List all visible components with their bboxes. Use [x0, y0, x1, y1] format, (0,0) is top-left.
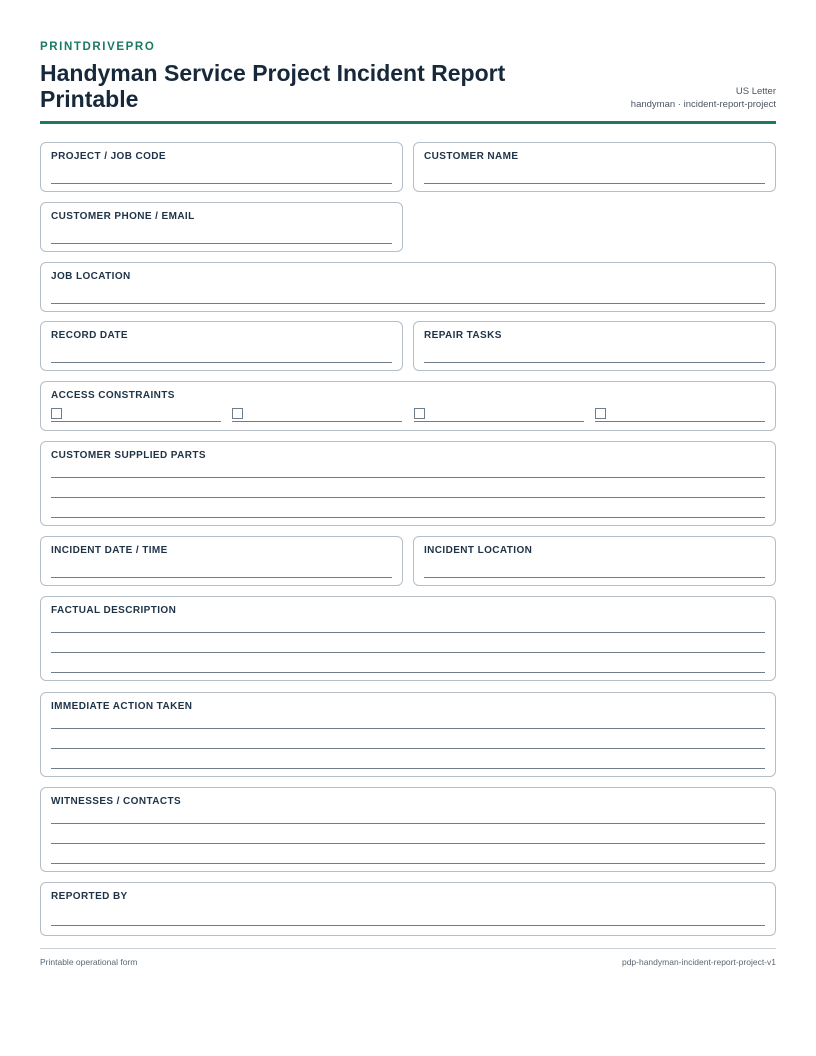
field-label: ACCESS CONSTRAINTS: [51, 390, 175, 401]
access-constraints-field: [40, 381, 776, 431]
customer-supplied-parts-field: [40, 441, 776, 526]
incident-location-field: [413, 536, 776, 586]
field-label: CUSTOMER SUPPLIED PARTS: [51, 450, 206, 461]
customer-name-field: [413, 142, 776, 192]
witnesses-contacts-line-1[interactable]: [51, 823, 765, 824]
page-size-label: US Letter: [735, 86, 776, 97]
field-label: JOB LOCATION: [51, 271, 131, 282]
customer-name-input-line[interactable]: [424, 183, 765, 184]
customer-phone-email-input-line[interactable]: [51, 243, 392, 244]
footer-divider: [40, 948, 776, 949]
repair-tasks-input-line[interactable]: [424, 362, 765, 363]
project-job-code-input-line[interactable]: [51, 183, 392, 184]
factual-description-line-1[interactable]: [51, 632, 765, 633]
field-label: CUSTOMER PHONE / EMAIL: [51, 211, 195, 222]
immediate-action-taken-line-1[interactable]: [51, 728, 765, 729]
immediate-action-taken-line-2[interactable]: [51, 748, 765, 749]
access-constraint-checkbox-4[interactable]: [595, 408, 606, 419]
record-date-field: [40, 321, 403, 371]
access-constraint-line-4[interactable]: [595, 421, 765, 422]
access-constraint-checkbox-2[interactable]: [232, 408, 243, 419]
access-constraint-line-2[interactable]: [232, 421, 402, 422]
field-label: REPORTED BY: [51, 891, 128, 902]
field-label: REPAIR TASKS: [424, 330, 502, 341]
access-constraint-line-1[interactable]: [51, 421, 221, 422]
field-label: CUSTOMER NAME: [424, 151, 519, 162]
factual-description-field: [40, 596, 776, 681]
header-divider: [40, 121, 776, 124]
witnesses-contacts-line-3[interactable]: [51, 863, 765, 864]
brand-name: PRINTDRIVEPRO: [40, 41, 156, 53]
reported-by-input-line[interactable]: [51, 925, 765, 926]
field-label: PROJECT / JOB CODE: [51, 151, 166, 162]
immediate-action-taken-field: [40, 692, 776, 777]
witnesses-contacts-field: [40, 787, 776, 872]
factual-description-line-3[interactable]: [51, 672, 765, 673]
customer-phone-email-field: [40, 202, 403, 252]
reported-by-field: [40, 882, 776, 936]
job-location-field: [40, 262, 776, 312]
customer-supplied-parts-line-3[interactable]: [51, 517, 765, 518]
project-job-code-field: [40, 142, 403, 192]
repair-tasks-field: [413, 321, 776, 371]
field-label: FACTUAL DESCRIPTION: [51, 605, 177, 616]
field-label: IMMEDIATE ACTION TAKEN: [51, 701, 193, 712]
page-tags: handyman · incident-report-project: [630, 99, 776, 110]
customer-supplied-parts-line-2[interactable]: [51, 497, 765, 498]
field-label: INCIDENT DATE / TIME: [51, 545, 168, 556]
job-location-input-line[interactable]: [51, 303, 765, 304]
footer-form-code: pdp-handyman-incident-report-project-v1: [621, 957, 776, 967]
field-label: WITNESSES / CONTACTS: [51, 796, 182, 807]
immediate-action-taken-line-3[interactable]: [51, 768, 765, 769]
page-meta: [631, 85, 776, 111]
factual-description-line-2[interactable]: [51, 652, 765, 653]
access-constraint-line-3[interactable]: [414, 421, 584, 422]
footer-left-text: Printable operational form: [40, 957, 138, 967]
access-constraint-checkbox-3[interactable]: [414, 408, 425, 419]
field-label: RECORD DATE: [51, 330, 128, 341]
customer-supplied-parts-line-1[interactable]: [51, 477, 765, 478]
witnesses-contacts-line-2[interactable]: [51, 843, 765, 844]
page-title: Handyman Service Project Incident Report Printable: [40, 60, 506, 112]
access-constraint-checkbox-1[interactable]: [51, 408, 62, 419]
incident-date-time-field: [40, 536, 403, 586]
field-label: INCIDENT LOCATION: [424, 545, 533, 556]
incident-date-time-input-line[interactable]: [51, 577, 392, 578]
incident-location-input-line[interactable]: [424, 577, 765, 578]
record-date-input-line[interactable]: [51, 362, 392, 363]
